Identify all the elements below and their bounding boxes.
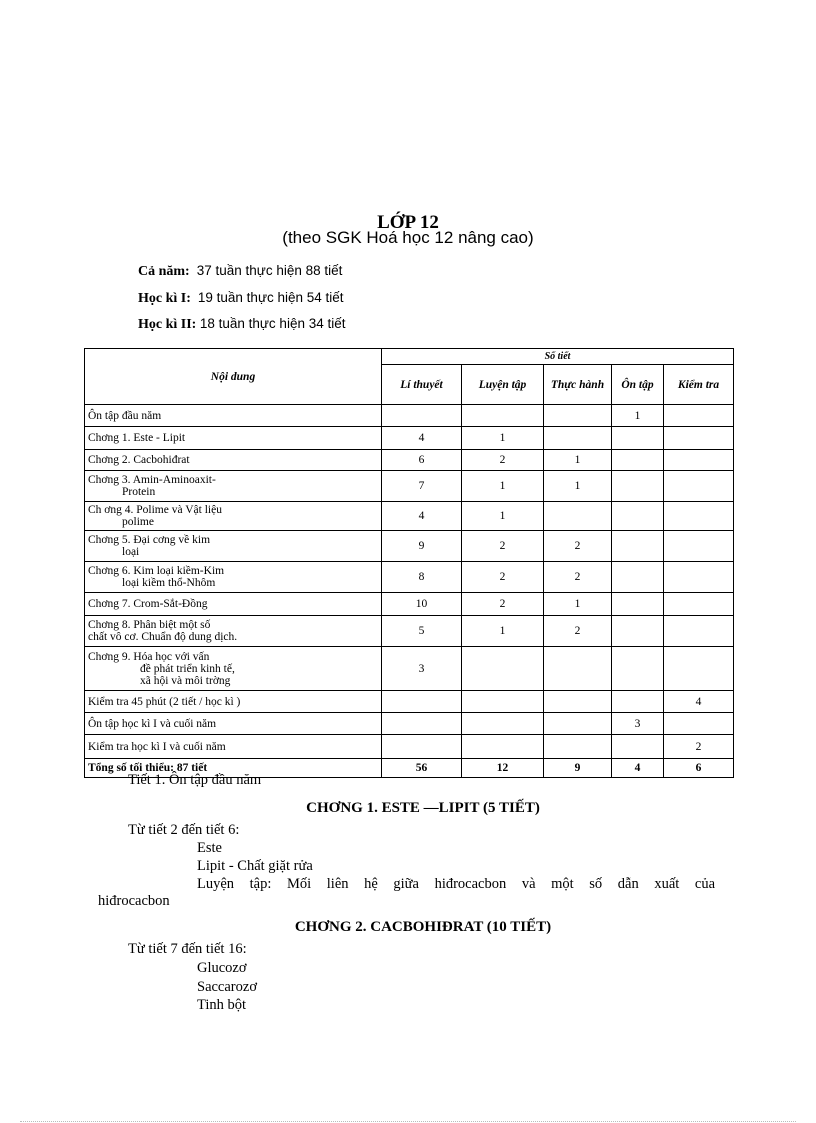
row-value: [612, 647, 664, 691]
row-content-line: Chơng 8. Phân biệt một số: [88, 619, 211, 631]
header-review: Ôn tập: [612, 365, 664, 405]
row-value: 4: [664, 691, 734, 713]
total-label: Tổng số tối thiểu: 87 tiết: [85, 759, 382, 778]
row-value: 2: [462, 562, 544, 593]
schedule-term2-label: Học kì II:: [138, 317, 197, 332]
row-value: 4: [382, 427, 462, 450]
header-lab: Thực hành: [544, 365, 612, 405]
row-content-line: Kiểm tra 45 phút (2 tiết / học kì ): [88, 695, 241, 708]
row-value: [612, 735, 664, 759]
table-row: [85, 562, 734, 593]
row-value: [664, 450, 734, 471]
row-value: 7: [382, 471, 462, 502]
row-content-line: xã hội và môi trờng: [140, 674, 231, 687]
row-value: [462, 691, 544, 713]
row-content: [85, 427, 382, 450]
chapter-2-item: Glucozơ: [197, 960, 247, 976]
page-subtitle: (theo SGK Hoá học 12 nâng cao): [282, 228, 534, 247]
schedule-term1-value: 19 tuần thực hiện 54 tiết: [197, 290, 344, 305]
row-value: [382, 713, 462, 735]
total-value: 56: [382, 759, 462, 778]
schedule-year-label: Cả năm:: [138, 264, 190, 279]
header-group: Số tiết: [382, 349, 734, 365]
row-value: 3: [612, 713, 664, 735]
page-title: LỚP 12: [377, 212, 439, 233]
row-value: 1: [544, 471, 612, 502]
row-content-line: Ch ơng 4. Polime và Vật liệu: [88, 504, 222, 516]
page-edge-divider: [20, 1121, 796, 1122]
table-header-row: [85, 349, 734, 365]
row-value: [544, 502, 612, 531]
row-content: [85, 562, 382, 593]
table-row: [85, 713, 734, 735]
table-row: [85, 502, 734, 531]
row-value: [544, 713, 612, 735]
row-content: [85, 531, 382, 562]
row-value: [462, 647, 544, 691]
row-value: [462, 735, 544, 759]
row-value: [664, 405, 734, 427]
row-content: [85, 647, 382, 691]
row-content-line: đề phát triển kinh tế,: [140, 662, 235, 675]
row-content-line: loại kiềm thổ-Nhôm: [122, 577, 216, 589]
row-content-line: Chơng 2. Cacbohiđrat: [88, 454, 190, 466]
row-value: 2: [462, 450, 544, 471]
header-practice: Luyện tập: [462, 365, 544, 405]
row-content-line: loại: [122, 546, 140, 558]
schedule-term1: [138, 290, 344, 307]
row-content-line: Chơng 6. Kim loại kiềm-Kim: [88, 565, 225, 577]
row-content: [85, 593, 382, 616]
row-value: 4: [382, 502, 462, 531]
header-test: Kiểm tra: [664, 365, 734, 405]
table-row: [85, 427, 734, 450]
chapter-2-range: Từ tiết 7 đến tiết 16:: [128, 941, 247, 957]
row-value: [382, 405, 462, 427]
row-value: [664, 647, 734, 691]
row-content-line: Chơng 1. Este - Lipit: [88, 432, 186, 444]
chapter-2-item: Saccarozơ: [197, 979, 257, 995]
row-value: [612, 502, 664, 531]
table-row: [85, 593, 734, 616]
row-value: [664, 562, 734, 593]
row-value: 10: [382, 593, 462, 616]
row-value: [612, 450, 664, 471]
row-content: [85, 691, 382, 713]
row-value: 1: [612, 405, 664, 427]
row-content: [85, 450, 382, 471]
row-value: [544, 691, 612, 713]
row-value: [544, 405, 612, 427]
table-row: [85, 647, 734, 691]
total-value: 4: [612, 759, 664, 778]
row-value: [612, 616, 664, 647]
schedule-year: [138, 263, 342, 280]
row-content: [85, 616, 382, 647]
row-value: 3: [382, 647, 462, 691]
row-value: [664, 531, 734, 562]
row-value: [462, 405, 544, 427]
row-value: 2: [544, 616, 612, 647]
row-value: [612, 562, 664, 593]
schedule-year-value: 37 tuần thực hiện 88 tiết: [196, 263, 343, 278]
row-content: [85, 502, 382, 531]
schedule-term1-label: Học kì I:: [138, 291, 191, 306]
row-value: [612, 427, 664, 450]
row-value: 6: [382, 450, 462, 471]
row-value: 1: [462, 502, 544, 531]
row-content-line: Ôn tập học kì I và cuối năm: [88, 717, 217, 730]
lesson-table: [84, 348, 734, 778]
row-value: 8: [382, 562, 462, 593]
row-value: [664, 616, 734, 647]
header-theory: Lí thuyết: [382, 365, 462, 405]
row-content-line: Protein: [122, 486, 156, 498]
row-value: 2: [664, 735, 734, 759]
row-content: [85, 735, 382, 759]
row-value: 1: [462, 471, 544, 502]
row-content-line: Chơng 7. Crom-Sắt-Đồng: [88, 598, 208, 610]
header-content: Nội dung: [85, 349, 382, 405]
row-content: [85, 471, 382, 502]
row-value: [664, 593, 734, 616]
table-row: [85, 531, 734, 562]
row-content-line: chất vô cơ. Chuẩn độ dung dịch.: [88, 631, 238, 643]
total-value: 9: [544, 759, 612, 778]
row-content-line: Chơng 9. Hóa học với vấn: [88, 650, 210, 663]
row-value: [382, 691, 462, 713]
row-value: [664, 471, 734, 502]
row-value: [664, 427, 734, 450]
chapter-1-item-cont: hiđrocacbon: [98, 893, 170, 909]
row-value: [612, 471, 664, 502]
table-row: [85, 471, 734, 502]
row-content-line: Chơng 5. Đại cơng về kim: [88, 534, 211, 546]
lesson-1: Tiết 1. Ôn tập đầu năm: [128, 772, 262, 788]
table-row: [85, 735, 734, 759]
chapter-2-item: Tinh bột: [197, 997, 247, 1013]
row-content: [85, 405, 382, 427]
row-value: 9: [382, 531, 462, 562]
schedule-term2-value: 18 tuần thực hiện 34 tiết: [199, 316, 346, 331]
row-value: 1: [462, 427, 544, 450]
table-row: [85, 691, 734, 713]
chapter-1-heading: CHƠNG 1. ESTE —LIPIT (5 TIẾT): [306, 800, 540, 816]
chapter-1-range: Từ tiết 2 đến tiết 6:: [128, 822, 240, 838]
row-value: [612, 531, 664, 562]
table-row: [85, 450, 734, 471]
row-value: [544, 427, 612, 450]
row-value: 2: [544, 531, 612, 562]
chapter-1-item: Este: [197, 840, 222, 856]
row-value: [544, 735, 612, 759]
chapter-2-heading: CHƠNG 2. CACBOHIĐRAT (10 TIẾT): [294, 919, 552, 935]
row-value: 2: [462, 593, 544, 616]
total-value: 6: [664, 759, 734, 778]
schedule-term2: [138, 316, 345, 333]
row-value: 1: [462, 616, 544, 647]
row-value: 1: [544, 593, 612, 616]
row-value: [462, 713, 544, 735]
row-value: 1: [544, 450, 612, 471]
table-row: [85, 405, 734, 427]
row-value: 5: [382, 616, 462, 647]
row-value: [612, 593, 664, 616]
row-value: [664, 502, 734, 531]
row-content: [85, 713, 382, 735]
row-content-line: Kiểm tra học kì I và cuối năm: [88, 740, 226, 753]
row-content-line: Ôn tập đầu năm: [88, 409, 162, 422]
chapter-1-item: Lipit - Chất giặt rửa: [197, 858, 313, 874]
row-content-line: polime: [122, 516, 154, 528]
row-value: 2: [462, 531, 544, 562]
table-body: [85, 405, 734, 778]
total-value: 12: [462, 759, 544, 778]
table-row: [85, 616, 734, 647]
row-value: 2: [544, 562, 612, 593]
row-value: [664, 713, 734, 735]
row-value: [544, 647, 612, 691]
row-content-line: Chơng 3. Amin-Aminoaxit-: [88, 474, 216, 486]
row-value: [382, 735, 462, 759]
chapter-1-item: Luyện tập: Mối liên hệ giữa hiđrocacbon và một số dẫn xuất của: [197, 876, 715, 892]
row-value: [612, 691, 664, 713]
